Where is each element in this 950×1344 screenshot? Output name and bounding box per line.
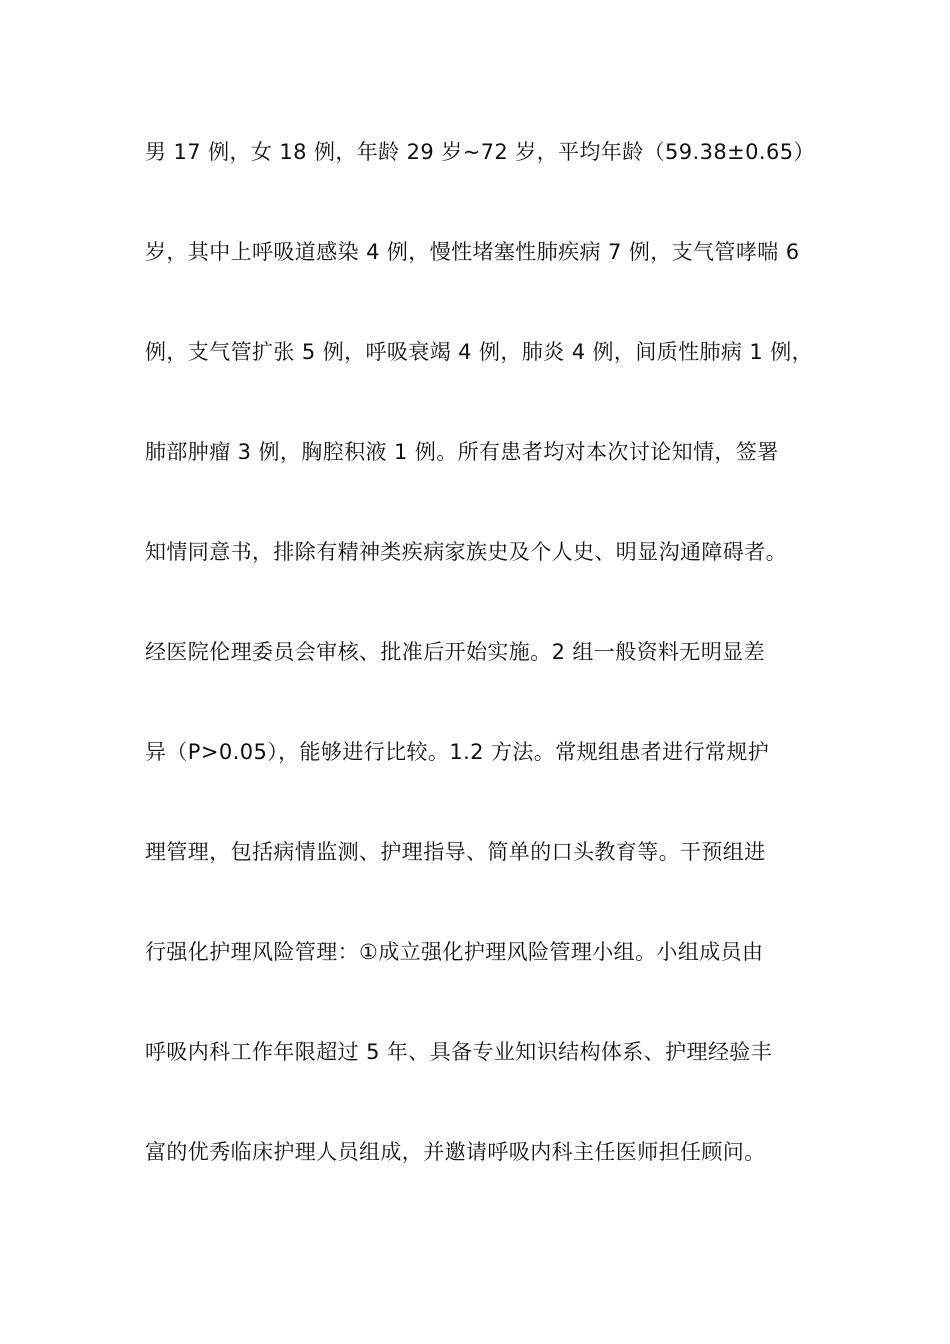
text-line-5: 知情同意书，排除有精神类疾病家族史及个人史、明显沟通障碍者。 [145,540,787,564]
text-line-10: 呼吸内科工作年限超过 5 年、具备专业知识结构体系、护理经验丰 [145,1040,773,1064]
text-line-4: 肺部肿瘤 3 例，胸腔积液 1 例。所有患者均对本次讨论知情，签署 [145,440,779,464]
text-line-6: 经医院伦理委员会审核、批准后开始实施。2 组一般资料无明显差 [145,640,766,664]
text-line-9: 行强化护理风险管理：①成立强化护理风险管理小组。小组成员由 [145,940,764,964]
text-line-8: 理管理，包括病情监测、护理指导、简单的口头教育等。干预组进 [145,840,766,864]
text-line-1: 男 17 例，女 18 例，年龄 29 岁~72 岁，平均年龄（59.38±0.65） [145,140,815,164]
text-line-11: 富的优秀临床护理人员组成，并邀请呼吸内科主任医师担任顾问。 [145,1140,766,1164]
text-line-3: 例，支气管扩张 5 例，呼吸衰竭 4 例，肺炎 4 例，间质性肺病 1 例， [145,340,814,364]
body-paragraph [145,131,825,1231]
text-line-7: 异（P>0.05），能够进行比较。1.2 方法。常规组患者进行常规护 [145,740,770,764]
text-line-2: 岁，其中上呼吸道感染 4 例，慢性堵塞性肺疾病 7 例，支气管哮喘 6 [145,240,800,264]
